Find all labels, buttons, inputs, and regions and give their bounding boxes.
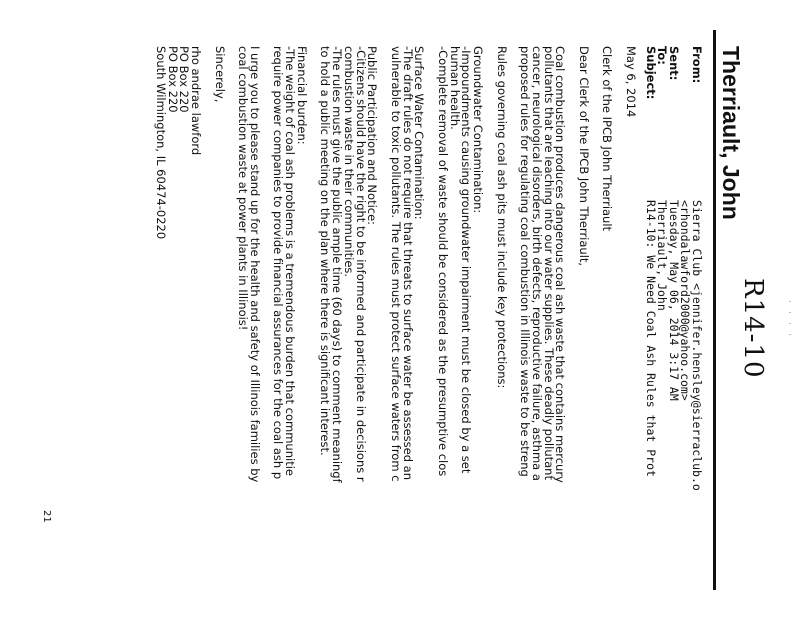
body-line: South Wilmington, IL 60474-0220 [154, 46, 168, 240]
body-line: coal combustion waste at power plants in Illinois! [236, 46, 251, 331]
body-line: -Complete removal of waste should be considered as the presumptive clos [436, 46, 450, 477]
scan-marks: · · · · [785, 300, 794, 339]
body-line: Clerk of the IPCB John Therriault [600, 46, 615, 232]
body-line: May 6, 2014 [624, 46, 638, 118]
body-line: human health. [447, 46, 462, 130]
header-divider [713, 30, 716, 590]
body-line: Public Participation and Notice: [365, 46, 380, 226]
header-field-label: Sent: [667, 46, 681, 81]
body-line: Coal combustion produces dangerous coal ash waste that contains mercury [553, 46, 568, 483]
body-line: rho andrae lawford [189, 46, 204, 156]
body-line: pollutants that are leaching into our water supplies. These deadly pollutant [541, 46, 556, 480]
header-field-label: To: [655, 46, 670, 65]
header-field-value: Therriault, John [655, 200, 670, 311]
page-number: 21 [41, 510, 52, 523]
document-id: R14-10 [738, 278, 768, 379]
header-field-value: R14-10: We Need Coal Ash Rules that Prot [644, 200, 658, 477]
header-field-value: <rhondalawford2000@yahoo.com> [678, 200, 693, 401]
header-field-label: From: [690, 46, 704, 84]
body-line: cancer, neurological disorders, birth defects, reproductive failure, asthma a [530, 46, 544, 481]
body-line: -The rules must give the public ample time (60 days) to comment meaningf [330, 46, 345, 483]
body-line: Financial burden: [295, 46, 309, 145]
body-line: to hold a public meeting on the plan where there is significant interest. [318, 46, 333, 456]
body-line: vulnerable to toxic pollutants. The rules must protect surface waters from c [389, 46, 403, 482]
header-field-label: Subject: [644, 46, 658, 100]
body-line: -The draft rules do not require that threats to surface water be assessed an [400, 46, 415, 481]
body-line: Sincerely, [212, 46, 227, 103]
body-line: I urge you to please stand up for the health and safety of Illinois families by [248, 46, 262, 483]
body-line: Dear Clerk of the IPCB John Therriault, [577, 46, 591, 267]
body-line: -The weight of coal ash problems is a tremendous burden that communitie [283, 46, 298, 476]
sender-name: Therriault, John [718, 46, 744, 220]
body-line: PO Box 220 [165, 46, 180, 113]
body-line: -Impoundments causing groundwater impairment must be closed by a set [459, 46, 474, 474]
body-line: Groundwater Contamination: [471, 46, 486, 214]
body-line: PO Box 220 [177, 46, 192, 113]
body-line: proposed rules for regulating coal combustion in Illinois waste to be streng [518, 46, 533, 477]
body-line: Rules governing coal ash pits must include key protections: [494, 46, 509, 389]
body-line: -Citizens should have the right to be informed and participate in decisions r [353, 46, 368, 482]
body-line: combustion waste in their communities. [342, 46, 356, 278]
header-field-value: Sierra Club <jennifer.hensley@sierraclub.o [690, 200, 704, 491]
body-line: Surface Water Contamination: [412, 46, 427, 220]
header-field-value: Tuesday, May 06, 2014 3:17 AM [667, 200, 681, 401]
body-line: require power companies to provide financial assurances for the coal ash p [271, 46, 286, 480]
